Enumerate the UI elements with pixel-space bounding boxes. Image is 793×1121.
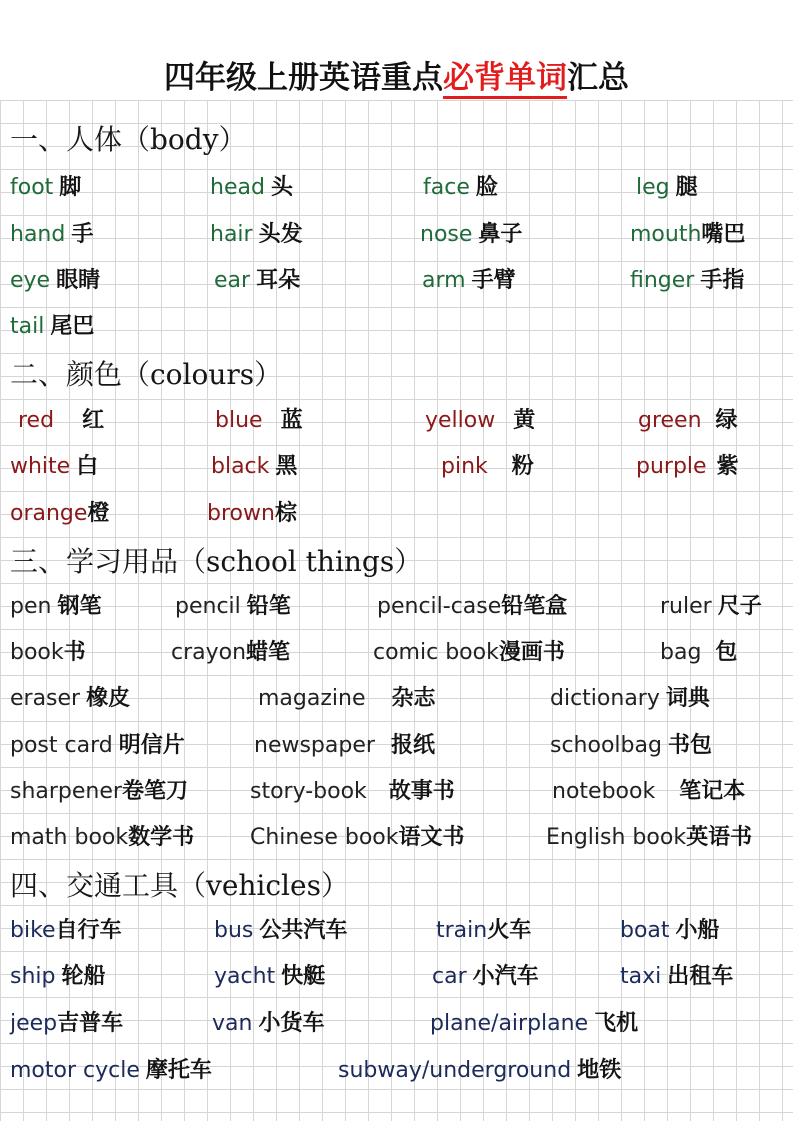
word-item: sharpener卷笔刀 [10, 778, 188, 804]
word-item: face 脸 [423, 174, 498, 200]
word-item: car 小汽车 [432, 963, 539, 989]
word-item: yellow 黄 [425, 407, 536, 433]
word-item: tail 尾巴 [10, 313, 95, 339]
word-item: train火车 [436, 917, 532, 943]
word-item: eraser 橡皮 [10, 685, 131, 711]
word-item: post card 明信片 [10, 732, 185, 758]
title-highlight: 必背单词 [443, 60, 567, 99]
word-item: Chinese book语文书 [250, 824, 465, 850]
word-item: motor cycle 摩托车 [10, 1057, 212, 1083]
word-item: finger 手指 [630, 267, 745, 293]
section-heading-school-things: 三、学习用品（school things） [10, 545, 423, 578]
word-item: newspaper 报纸 [254, 732, 435, 758]
word-item: notebook 笔记本 [552, 778, 746, 804]
section-heading-vehicles: 四、交通工具（vehicles） [10, 869, 349, 902]
word-item: ruler 尺子 [660, 593, 762, 619]
word-item: purple 紫 [636, 453, 739, 479]
word-item: black 黑 [211, 453, 298, 479]
word-item: nose 鼻子 [420, 221, 523, 247]
word-item: green 绿 [638, 407, 738, 433]
word-item: pink 粉 [441, 453, 534, 479]
word-item: crayon蜡笔 [171, 639, 291, 665]
word-item: ship 轮船 [10, 963, 106, 989]
word-item: ear 耳朵 [214, 267, 301, 293]
word-item: hand 手 [10, 221, 94, 247]
word-item: taxi 出租车 [620, 963, 734, 989]
word-item: English book英语书 [546, 824, 753, 850]
word-item: arm 手臂 [422, 267, 516, 293]
section-heading-body: 一、人体（body） [10, 123, 247, 156]
word-item: foot 脚 [10, 174, 82, 200]
word-item: eye 眼睛 [10, 267, 101, 293]
word-item: dictionary 词典 [550, 685, 710, 711]
word-item: bike自行车 [10, 917, 122, 943]
word-item: blue 蓝 [215, 407, 303, 433]
word-item: leg 腿 [636, 174, 698, 200]
word-item: comic book漫画书 [373, 639, 565, 665]
word-item: mouth嘴巴 [630, 221, 746, 247]
word-item: math book数学书 [10, 824, 195, 850]
word-item: yacht 快艇 [214, 963, 326, 989]
word-item: book书 [10, 639, 86, 665]
word-item: bus 公共汽车 [214, 917, 348, 943]
word-item: van 小货车 [212, 1010, 325, 1036]
word-item: brown棕 [207, 500, 297, 526]
word-item: orange橙 [10, 500, 110, 526]
word-item: hair 头发 [210, 221, 303, 247]
word-item: story-book 故事书 [250, 778, 455, 804]
word-item: head 头 [210, 174, 293, 200]
word-item: subway/underground 地铁 [338, 1057, 622, 1083]
word-item: plane/airplane 飞机 [430, 1010, 639, 1036]
word-item: white 白 [10, 453, 99, 479]
word-item: magazine 杂志 [258, 685, 436, 711]
word-item: boat 小船 [620, 917, 720, 943]
word-item: jeep吉普车 [10, 1010, 124, 1036]
word-item: pencil 铅笔 [175, 593, 291, 619]
word-item: pen 钢笔 [10, 593, 102, 619]
word-item: schoolbag 书包 [550, 732, 712, 758]
page-title: 四年级上册英语重点必背单词汇总 [0, 52, 793, 97]
word-item: red 红 [18, 407, 105, 433]
section-heading-colours: 二、颜色（colours） [10, 358, 283, 391]
word-item: pencil-case铅笔盒 [377, 593, 568, 619]
word-item: bag 包 [660, 639, 738, 665]
